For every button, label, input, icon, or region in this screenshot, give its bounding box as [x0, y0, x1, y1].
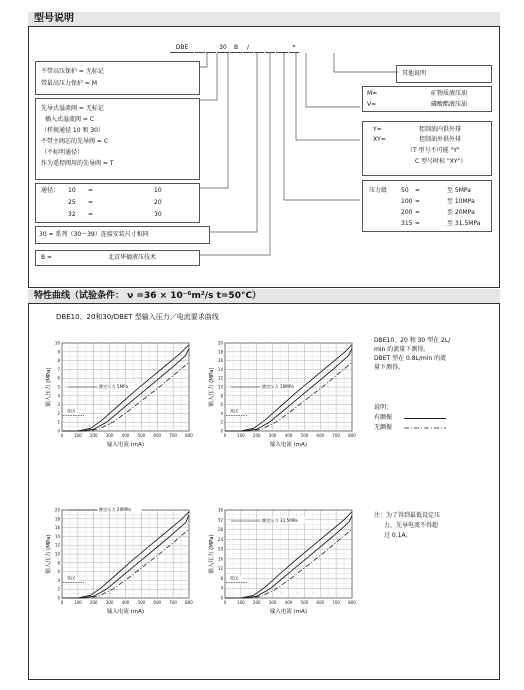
chart-0-y-tick: 4 [57, 393, 60, 399]
chart-1-x-tick: 500 [300, 433, 309, 438]
chart-3-x-tick: 600 [316, 600, 325, 605]
code-cell-3: 30 [217, 43, 229, 53]
chart-0-x-tick: 400 [121, 433, 130, 438]
chart-3-dead-zone: 死区 [230, 575, 239, 581]
drain-value-1: 控制油外供外排 [419, 136, 462, 143]
chart-1-y-tick: 18 [217, 349, 223, 355]
legend-title: 说明： [374, 404, 393, 411]
chart-0-x-tick: 600 [153, 433, 162, 438]
chart-1-y-tick: 16 [217, 358, 223, 364]
size-eq-1: = [88, 199, 94, 206]
legend-solid-label: 有颤振 [374, 414, 393, 421]
chart-3-y-tick: 24 [217, 536, 223, 542]
chart-0-x-tick: 200 [89, 433, 98, 438]
pressure-code-2: 200 [401, 209, 413, 216]
drain-key-1: XY= [373, 136, 386, 143]
chart-0-x-tick: 500 [137, 433, 146, 438]
chart-1-y-tick: 12 [217, 375, 223, 381]
fluid-key-0: M= [367, 90, 378, 97]
drain-key-0: Y= [373, 126, 382, 133]
chart-0-x-tick: 300 [105, 433, 114, 438]
chart-2-x-tick: 400 [121, 600, 130, 605]
chart-1-x-tick: 800 [348, 433, 356, 438]
test-note-3: 量下测得。 [374, 364, 405, 371]
chart-2-x-tick: 200 [89, 600, 98, 605]
test-note-1: min 的流量下测得。 [374, 346, 430, 353]
chart-0-dead-zone: 死区 [67, 408, 76, 414]
chart-3-x-tick: 200 [252, 600, 261, 605]
chart-2-x-tick: 0 [60, 600, 64, 605]
chart-1-x-tick: 300 [268, 433, 277, 438]
chart-3-y-tick: 4 [220, 585, 223, 591]
chart-3-x-label: 输入电流 (mA) [269, 609, 308, 615]
chart-3-y-tick: 32 [217, 517, 223, 523]
chart-2-x-tick: 300 [105, 600, 114, 605]
chart-3-x-tick: 400 [284, 600, 293, 605]
pressure-eq-2: = [415, 209, 421, 216]
section1-title: 型号说明 [34, 13, 74, 24]
chart-3-y-tick: 20 [217, 546, 223, 552]
chart-1-y-tick: 14 [217, 366, 223, 372]
code-cell-9: * [289, 43, 299, 53]
chart-2-annotation: 额定压力 20MPa [98, 507, 131, 512]
chart-3-y-label: 输入压力 (MPa) [209, 534, 215, 574]
chart-2-x-tick: 600 [153, 600, 162, 605]
chart-1-y-tick: 20 [217, 340, 223, 346]
chart-1-x-tick: 700 [332, 433, 340, 438]
chart-2-y-tick: 0 [57, 595, 60, 601]
chart-2-y-tick: 4 [57, 577, 60, 583]
chart-0-y-tick: 3 [57, 402, 60, 408]
drain-note-1: C 型号时标 "XY"） [415, 158, 467, 165]
size-value-0: 10 [154, 187, 162, 194]
pressure-option-0: 不带高压保护 = 无标记 [41, 68, 104, 75]
chart-2-y-tick: 12 [54, 542, 60, 548]
chart-0-y-tick: 8 [57, 358, 60, 364]
brand-key: B = [41, 254, 53, 261]
chart-0-y-tick: 5 [57, 384, 60, 390]
chart-1-annotation: 额定压力 10MPa [261, 384, 294, 389]
chart-2-y-label: 输入压力 (MPa) [46, 534, 52, 574]
pressure-value-2: 至 20MPa [447, 209, 475, 216]
chart-3-x-tick: 0 [223, 600, 227, 605]
chart-0-y-tick: 10 [54, 340, 60, 346]
chart-1-x-tick: 0 [223, 433, 227, 438]
chart-1-y-tick: 4 [220, 410, 223, 416]
chart-2-y-tick: 8 [57, 560, 60, 566]
chart-2-x-tick: 800 [185, 600, 193, 605]
size-code-1: 25 [68, 199, 76, 206]
size-eq-2: = [88, 211, 94, 218]
pressure-value-1: 至 10MPa [447, 198, 475, 205]
chart-1-x-label: 输入电流 (mA) [269, 442, 308, 448]
code-cell-0: DBE [170, 43, 194, 53]
chart-0-y-label: 输入压力 (MPa) [46, 367, 52, 407]
chart-1-x-tick: 200 [252, 433, 261, 438]
chart-0-x-tick: 800 [185, 433, 193, 438]
legend-dash-label: 无颤振 [374, 424, 393, 431]
drain-note-0: （T 型号不可能 "Y" [407, 147, 460, 154]
chart-1-x-tick: 600 [316, 433, 325, 438]
chart-1-y-tick: 2 [220, 419, 223, 425]
caution-note-2: 过 0.1A。 [384, 532, 412, 539]
chart-0-x-tick: 0 [60, 433, 64, 438]
chart-3-y-tick: 16 [217, 556, 223, 562]
chart-1-y-tick: 6 [220, 402, 223, 408]
caution-note-0: 注：为了得到最低设定压 [374, 512, 441, 519]
size-label: 通径： [41, 187, 60, 194]
chart-3-y-tick: 0 [220, 595, 223, 601]
pressure-code-1: 100 [401, 198, 413, 205]
chart-0-annotation: 额定压力 5MPa [98, 384, 129, 389]
pilot-option-4: （不标明通径） [41, 149, 84, 156]
chart-3-y-tick: 36 [217, 507, 223, 513]
other-notes-text: 其他说明 [402, 70, 427, 77]
series-text: 30 = 系列（30～39）连接安装尺寸相同 [39, 231, 149, 238]
chart-3-x-tick: 800 [348, 600, 356, 605]
code-cell-4: B [230, 43, 242, 53]
chart-0-y-tick: 2 [57, 410, 60, 416]
size-value-1: 20 [154, 199, 162, 206]
pressure-option-1: 带最高压力保护 = M [41, 80, 98, 87]
fluid-value-1: 磷酸酯液压油 [431, 101, 468, 108]
pressure-eq-1: = [415, 198, 421, 205]
size-code-0: 10 [68, 187, 76, 194]
chart-0-y-tick: 9 [57, 349, 60, 355]
chart-3-y-tick: 8 [220, 575, 223, 581]
pressure-value-3: 至 31.5MPa [447, 220, 481, 227]
chart-2-y-tick: 10 [54, 551, 60, 557]
pilot-option-0: 先导式溢流阀 = 无标记 [41, 105, 104, 112]
pressure-value-0: 至 5MPa [447, 187, 471, 194]
test-note-0: DBE10、20 和 30 型在 2L/ [374, 337, 451, 344]
pilot-option-2: （样规通径 10 和 30） [41, 127, 104, 134]
chart-2-x-label: 输入电流 (mA) [106, 609, 145, 615]
legend-solid-line [404, 418, 446, 419]
chart-2-y-tick: 16 [54, 525, 60, 531]
chart-2-y-tick: 2 [57, 586, 60, 592]
pressure-code-0: 50 [401, 187, 409, 194]
test-note-2: DBET 型在 0.8L/min 的流 [374, 355, 447, 362]
fluid-value-0: 矿物质液压油 [431, 90, 468, 97]
chart-0-y-tick: 0 [57, 428, 60, 434]
pilot-option-5: 作为遥控阀用的先导阀 = T [41, 160, 114, 167]
code-cell-5: / [243, 43, 253, 53]
chart-3-x-tick: 700 [332, 600, 340, 605]
chart-3-x-tick: 300 [268, 600, 277, 605]
chart-3-x-tick: 500 [300, 600, 309, 605]
chart-1-y-tick: 8 [220, 393, 223, 399]
size-value-2: 30 [154, 211, 162, 218]
chart-1-x-tick: 100 [237, 433, 245, 438]
chart-0-x-tick: 700 [169, 433, 177, 438]
chart-2-y-tick: 20 [54, 507, 60, 513]
chart-1-y-tick: 10 [217, 384, 223, 390]
chart-2-y-tick: 14 [54, 533, 60, 539]
charts-title: DBE10、20和30/DBET 型输入压力／电流要求曲线 [56, 313, 219, 321]
chart-0-y-tick: 1 [57, 419, 60, 425]
chart-0-x-tick: 100 [74, 433, 82, 438]
pressure-eq-0: = [415, 187, 421, 194]
brand-name: 北京华德液压技术 [108, 254, 157, 261]
size-code-2: 32 [68, 211, 76, 218]
chart-1-dead-zone: 死区 [230, 408, 239, 414]
size-eq-0: = [88, 187, 94, 194]
section2-title: 特性曲线（试验条件： ν =36 × 10⁻⁶m²/s t=50°C） [34, 291, 262, 301]
caution-note-1: 力，先导电流不得超 [384, 522, 439, 529]
chart-0-y-tick: 6 [57, 375, 60, 381]
pilot-option-1: 插入式溢流阀 = C [45, 116, 95, 123]
pressure-rating-label: 压力级 [369, 187, 388, 194]
chart-1-y-tick: 0 [220, 428, 223, 434]
chart-2-x-tick: 500 [137, 600, 146, 605]
chart-1-x-tick: 400 [284, 433, 293, 438]
chart-3-annotation: 额定压力 31.5MPa [261, 518, 298, 523]
pressure-code-3: 315 [401, 220, 413, 227]
chart-1-y-label: 输入压力 (MPa) [209, 367, 215, 407]
chart-2-x-tick: 700 [169, 600, 177, 605]
pilot-option-3: 不带主阀芯的先导阀 = C [41, 138, 109, 145]
chart-3-y-tick: 28 [217, 527, 223, 533]
pressure-eq-3: = [415, 220, 421, 227]
chart-2-x-tick: 100 [74, 600, 82, 605]
chart-3-x-tick: 100 [237, 600, 245, 605]
chart-2-y-tick: 6 [57, 569, 60, 575]
drain-value-0: 控制油内供外排 [419, 126, 462, 133]
chart-0-y-tick: 7 [57, 366, 60, 372]
chart-2-y-tick: 18 [54, 516, 60, 522]
fluid-key-1: V= [367, 101, 377, 108]
chart-2-dead-zone: 死区 [67, 575, 76, 581]
chart-0-x-label: 输入电流 (mA) [106, 442, 145, 448]
chart-3-y-tick: 12 [217, 566, 223, 572]
